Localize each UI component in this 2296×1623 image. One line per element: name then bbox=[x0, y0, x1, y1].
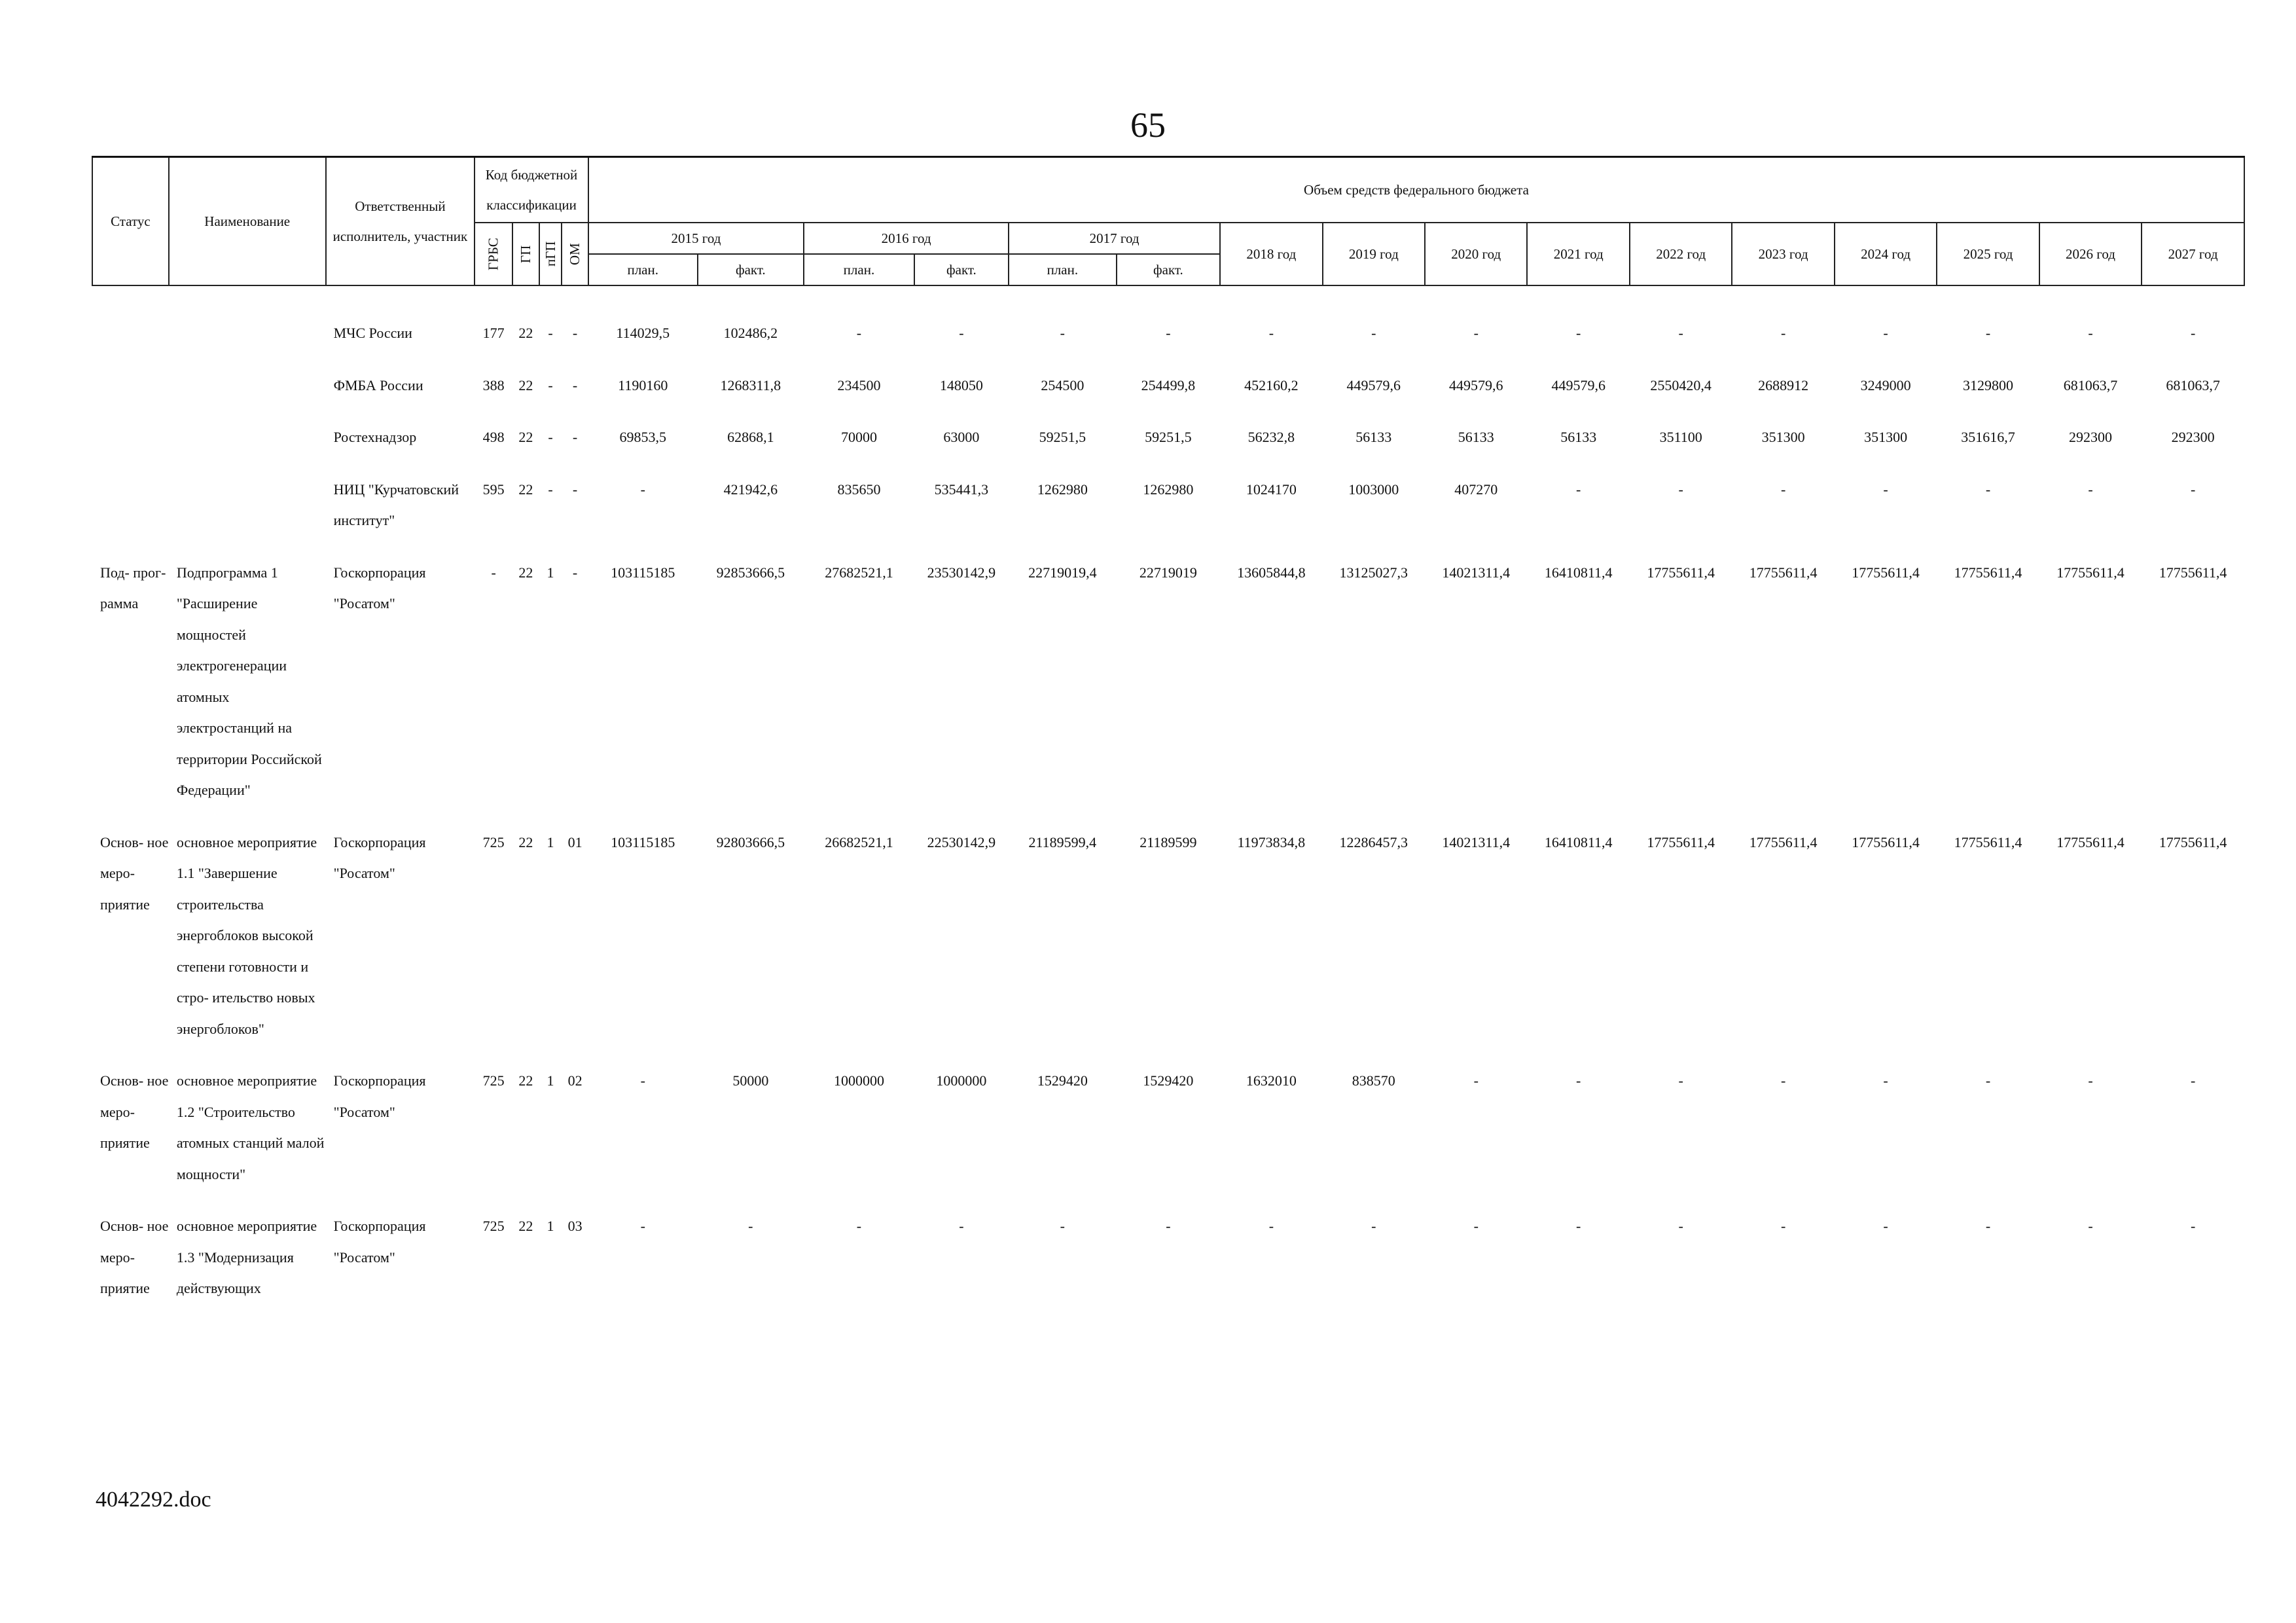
row-value: - bbox=[2190, 325, 2196, 341]
row-responsible: Госкорпорация "Росатом" bbox=[333, 1072, 426, 1120]
row-value: - bbox=[1678, 1218, 1683, 1234]
row-responsible: НИЦ "Курчатовский институт" bbox=[333, 481, 459, 528]
row-om: - bbox=[572, 376, 578, 393]
row-grbs: 498 bbox=[482, 429, 505, 445]
row-value: 1190160 bbox=[618, 376, 668, 393]
row-value: - bbox=[1985, 1072, 1991, 1089]
row-value: - bbox=[1060, 325, 1065, 341]
row-value: 22530142,9 bbox=[927, 833, 996, 850]
row-value: 681063,7 bbox=[2063, 376, 2118, 393]
header-year-2022: 2022 год bbox=[1630, 223, 1732, 285]
table-row bbox=[92, 1053, 2244, 1199]
row-value: 1529420 bbox=[1037, 1072, 1088, 1089]
row-grbs: 725 bbox=[482, 1072, 505, 1089]
row-value: 92853666,5 bbox=[716, 564, 785, 581]
header-name: Наименование bbox=[169, 157, 326, 286]
table-row bbox=[92, 306, 2244, 358]
header-responsible: Ответственный исполнитель, участник bbox=[326, 157, 475, 286]
row-value: - bbox=[1780, 325, 1786, 341]
row-value: - bbox=[2088, 1072, 2093, 1089]
row-value: - bbox=[2190, 481, 2196, 498]
row-value: 21189599,4 bbox=[1028, 833, 1097, 850]
row-value: - bbox=[1780, 1072, 1786, 1089]
row-grbs: 725 bbox=[482, 1218, 505, 1234]
row-value: 69853,5 bbox=[619, 429, 666, 445]
header-grbs: ГРБС bbox=[475, 223, 512, 285]
row-value: - bbox=[1166, 325, 1171, 341]
header-year-2020: 2020 год bbox=[1425, 223, 1527, 285]
row-value: 63000 bbox=[943, 429, 980, 445]
header-om: ОМ bbox=[562, 223, 588, 285]
row-value: 103115185 bbox=[611, 564, 675, 581]
row-grbs: 595 bbox=[482, 481, 505, 498]
row-value: - bbox=[1473, 325, 1479, 341]
row-gp: 22 bbox=[518, 481, 533, 498]
row-value: 27682521,1 bbox=[825, 564, 893, 581]
row-value: 2550420,4 bbox=[1650, 376, 1712, 393]
row-value: - bbox=[1268, 1218, 1274, 1234]
row-value: - bbox=[1678, 325, 1683, 341]
row-gp: 22 bbox=[518, 1218, 533, 1234]
row-value: 59251,5 bbox=[1145, 429, 1192, 445]
row-gp: 22 bbox=[518, 833, 533, 850]
row-value: - bbox=[1060, 1218, 1065, 1234]
budget-table-container bbox=[92, 156, 2245, 1313]
row-om: 01 bbox=[567, 833, 583, 850]
row-pgp: - bbox=[548, 325, 553, 341]
row-om: - bbox=[572, 325, 578, 341]
row-om: - bbox=[572, 564, 578, 581]
row-status: Основ- ное меро- приятие bbox=[100, 1072, 169, 1151]
row-value: - bbox=[959, 1218, 964, 1234]
row-value: - bbox=[1576, 1218, 1581, 1234]
row-value: 16410811,4 bbox=[1544, 564, 1613, 581]
row-name: основное мероприятие 1.3 "Модернизация действующих bbox=[176, 1218, 317, 1296]
row-value: 1000000 bbox=[833, 1072, 884, 1089]
header-budget-code: Код бюджетной классификации bbox=[475, 157, 588, 223]
row-value: - bbox=[1371, 325, 1376, 341]
row-value: - bbox=[1268, 325, 1274, 341]
table-row bbox=[92, 545, 2244, 815]
footer-filename: 4042292.doc bbox=[96, 1487, 211, 1512]
row-value: 22719019,4 bbox=[1028, 564, 1097, 581]
header-2015-plan: план. bbox=[588, 254, 698, 285]
row-value: 254499,8 bbox=[1141, 376, 1196, 393]
header-2015-fact: факт. bbox=[698, 254, 804, 285]
row-value: - bbox=[1473, 1218, 1479, 1234]
row-value: 351616,7 bbox=[1961, 429, 2015, 445]
row-value: - bbox=[1780, 481, 1786, 498]
row-value: 351300 bbox=[1864, 429, 1908, 445]
row-value: 1262980 bbox=[1143, 481, 1194, 498]
row-value: 1003000 bbox=[1348, 481, 1399, 498]
row-value: - bbox=[1985, 1218, 1991, 1234]
row-value: 254500 bbox=[1041, 376, 1085, 393]
row-value: 26682521,1 bbox=[825, 833, 893, 850]
row-pgp: 1 bbox=[547, 833, 554, 850]
header-year-2021: 2021 год bbox=[1527, 223, 1629, 285]
row-pgp: - bbox=[548, 481, 553, 498]
row-value: 17755611,4 bbox=[1954, 564, 2022, 581]
row-value: - bbox=[1883, 325, 1888, 341]
row-value: - bbox=[1371, 1218, 1376, 1234]
row-name: Подпрограмма 1 "Расширение мощностей электрогенерации атомных электростанций на территории Российской Федерации" bbox=[176, 564, 322, 798]
row-value: 1024170 bbox=[1246, 481, 1297, 498]
row-name bbox=[169, 358, 326, 410]
row-status bbox=[92, 410, 169, 462]
row-value: 3249000 bbox=[1860, 376, 1911, 393]
row-value: 23530142,9 bbox=[927, 564, 996, 581]
header-year-2025: 2025 год bbox=[1937, 223, 2039, 285]
row-value: 351100 bbox=[1659, 429, 1702, 445]
row-value: - bbox=[1883, 481, 1888, 498]
budget-table bbox=[92, 156, 2245, 1313]
row-value: - bbox=[2088, 325, 2093, 341]
row-value: - bbox=[856, 1218, 862, 1234]
header-year-2017: 2017 год bbox=[1009, 223, 1220, 254]
row-value: 50000 bbox=[732, 1072, 769, 1089]
row-om: 03 bbox=[567, 1218, 583, 1234]
row-responsible: Госкорпорация "Росатом" bbox=[333, 564, 426, 611]
row-value: 234500 bbox=[837, 376, 881, 393]
row-value: 681063,7 bbox=[2166, 376, 2220, 393]
row-value: 13605844,8 bbox=[1237, 564, 1306, 581]
row-name bbox=[169, 462, 326, 545]
row-pgp: 1 bbox=[547, 1072, 554, 1089]
row-value: 17755611,4 bbox=[2159, 833, 2227, 850]
header-year-2026: 2026 год bbox=[2039, 223, 2142, 285]
row-value: 103115185 bbox=[611, 833, 675, 850]
row-pgp: 1 bbox=[547, 1218, 554, 1234]
row-value: 59251,5 bbox=[1039, 429, 1086, 445]
table-row bbox=[92, 410, 2244, 462]
row-gp: 22 bbox=[518, 564, 533, 581]
row-om: - bbox=[572, 481, 578, 498]
header-2017-fact: факт. bbox=[1117, 254, 1221, 285]
row-pgp: - bbox=[548, 376, 553, 393]
row-value: 449579,6 bbox=[1551, 376, 1605, 393]
row-value: - bbox=[1678, 481, 1683, 498]
header-year-2019: 2019 год bbox=[1323, 223, 1425, 285]
table-row bbox=[92, 1199, 2244, 1313]
row-value: 535441,3 bbox=[934, 481, 989, 498]
row-grbs: 388 bbox=[482, 376, 505, 393]
row-status: Основ- ное меро- приятие bbox=[100, 1218, 169, 1296]
row-value: 56133 bbox=[1458, 429, 1494, 445]
row-value: 421942,6 bbox=[723, 481, 778, 498]
row-value: 1000000 bbox=[936, 1072, 987, 1089]
row-value: 56133 bbox=[1560, 429, 1597, 445]
row-value: 13125027,3 bbox=[1339, 564, 1408, 581]
header-gp: ГП bbox=[512, 223, 539, 285]
row-value: 17755611,4 bbox=[1749, 833, 1818, 850]
row-value: 14021311,4 bbox=[1442, 833, 1511, 850]
row-value: - bbox=[640, 481, 645, 498]
header-2016-fact: факт. bbox=[914, 254, 1009, 285]
row-value: 62868,1 bbox=[727, 429, 774, 445]
row-name: основное мероприятие 1.2 "Строительство атомных станций малой мощности" bbox=[176, 1072, 325, 1182]
page-number: 65 bbox=[1130, 105, 1166, 145]
row-value: 449579,6 bbox=[1346, 376, 1401, 393]
row-value: 17755611,4 bbox=[1749, 564, 1818, 581]
row-status bbox=[92, 462, 169, 545]
row-value: - bbox=[2190, 1218, 2196, 1234]
row-value: - bbox=[1883, 1218, 1888, 1234]
row-value: - bbox=[1576, 1072, 1581, 1089]
row-status: Под- прог- рамма bbox=[100, 564, 166, 611]
row-value: 70000 bbox=[840, 429, 877, 445]
table-row bbox=[92, 815, 2244, 1054]
header-year-2027: 2027 год bbox=[2142, 223, 2244, 285]
row-value: 17755611,4 bbox=[2056, 564, 2125, 581]
row-value: - bbox=[1883, 1072, 1888, 1089]
row-value: 1529420 bbox=[1143, 1072, 1194, 1089]
row-value: - bbox=[1473, 1072, 1479, 1089]
row-grbs: 177 bbox=[482, 325, 505, 341]
row-value: - bbox=[640, 1218, 645, 1234]
row-value: 21189599 bbox=[1139, 833, 1197, 850]
row-value: 17755611,4 bbox=[2159, 564, 2227, 581]
row-value: 2688912 bbox=[1758, 376, 1809, 393]
row-responsible: Госкорпорация "Росатом" bbox=[333, 1218, 426, 1266]
row-status bbox=[92, 306, 169, 358]
row-value: - bbox=[640, 1072, 645, 1089]
row-value: 1262980 bbox=[1037, 481, 1088, 498]
row-responsible: ФМБА России bbox=[333, 376, 423, 393]
row-value: - bbox=[2088, 481, 2093, 498]
row-value: 17755611,4 bbox=[2056, 833, 2125, 850]
row-value: 17755611,4 bbox=[1852, 564, 1920, 581]
row-value: 102486,2 bbox=[723, 325, 778, 341]
table-row bbox=[92, 462, 2244, 545]
row-value: - bbox=[959, 325, 964, 341]
row-om: 02 bbox=[567, 1072, 583, 1089]
row-gp: 22 bbox=[518, 429, 533, 445]
row-value: 449579,6 bbox=[1449, 376, 1503, 393]
row-value: 835650 bbox=[837, 481, 881, 498]
row-gp: 22 bbox=[518, 1072, 533, 1089]
row-value: 22719019 bbox=[1139, 564, 1197, 581]
row-value: - bbox=[748, 1218, 753, 1234]
row-value: 148050 bbox=[939, 376, 983, 393]
header-year-2023: 2023 год bbox=[1732, 223, 1834, 285]
header-year-2016: 2016 год bbox=[804, 223, 1009, 254]
row-value: 17755611,4 bbox=[1647, 833, 1715, 850]
row-om: - bbox=[572, 429, 578, 445]
row-value: 11973834,8 bbox=[1237, 833, 1306, 850]
row-pgp: 1 bbox=[547, 564, 554, 581]
row-value: - bbox=[2190, 1072, 2196, 1089]
row-value: 16410811,4 bbox=[1544, 833, 1613, 850]
row-value: 17755611,4 bbox=[1647, 564, 1715, 581]
row-value: - bbox=[1678, 1072, 1683, 1089]
table-header bbox=[92, 157, 2244, 286]
row-value: 17755611,4 bbox=[1852, 833, 1920, 850]
row-value: 56232,8 bbox=[1247, 429, 1295, 445]
row-value: 1268311,8 bbox=[720, 376, 781, 393]
row-value: 92803666,5 bbox=[716, 833, 785, 850]
header-volume: Объем средств федерального бюджета bbox=[588, 157, 2244, 223]
row-value: 407270 bbox=[1454, 481, 1498, 498]
row-grbs: - bbox=[491, 564, 496, 581]
row-gp: 22 bbox=[518, 376, 533, 393]
header-2017-plan: план. bbox=[1009, 254, 1117, 285]
row-value: - bbox=[1576, 481, 1581, 498]
row-value: 1632010 bbox=[1246, 1072, 1297, 1089]
table-row bbox=[92, 358, 2244, 410]
header-2016-plan: план. bbox=[804, 254, 914, 285]
row-value: - bbox=[1985, 325, 1991, 341]
row-value: - bbox=[1576, 325, 1581, 341]
row-value: - bbox=[1985, 481, 1991, 498]
row-status: Основ- ное меро- приятие bbox=[100, 833, 169, 913]
row-responsible: МЧС России bbox=[333, 325, 412, 341]
row-value: 3129800 bbox=[1963, 376, 2014, 393]
row-name bbox=[169, 410, 326, 462]
table-body bbox=[92, 285, 2244, 1313]
row-pgp: - bbox=[548, 429, 553, 445]
row-value: - bbox=[1166, 1218, 1171, 1234]
row-value: 56133 bbox=[1355, 429, 1392, 445]
row-responsible: Госкорпорация "Росатом" bbox=[333, 833, 426, 881]
row-value: 17755611,4 bbox=[1954, 833, 2022, 850]
row-value: 351300 bbox=[1761, 429, 1805, 445]
header-status: Статус bbox=[92, 157, 169, 286]
row-responsible: Ростехнадзор bbox=[333, 429, 417, 445]
row-status bbox=[92, 358, 169, 410]
header-year-2018: 2018 год bbox=[1220, 223, 1322, 285]
row-value: - bbox=[856, 325, 862, 341]
header-year-2024: 2024 год bbox=[1835, 223, 1937, 285]
row-value: 12286457,3 bbox=[1339, 833, 1408, 850]
header-pgp: пГП bbox=[539, 223, 562, 285]
header-year-2015: 2015 год bbox=[588, 223, 804, 254]
row-value: 452160,2 bbox=[1244, 376, 1299, 393]
row-value: 292300 bbox=[2171, 429, 2215, 445]
row-grbs: 725 bbox=[482, 833, 505, 850]
row-name bbox=[169, 306, 326, 358]
row-gp: 22 bbox=[518, 325, 533, 341]
row-value: 114029,5 bbox=[616, 325, 670, 341]
row-value: 14021311,4 bbox=[1442, 564, 1511, 581]
row-name: основное мероприятие 1.1 "Завершение строительства энергоблоков высокой степени готовности и стро- ительство новых энергоблоков" bbox=[176, 833, 317, 1037]
row-value: 838570 bbox=[1352, 1072, 1395, 1089]
row-value: - bbox=[2088, 1218, 2093, 1234]
row-value: 292300 bbox=[2068, 429, 2112, 445]
row-value: - bbox=[1780, 1218, 1786, 1234]
